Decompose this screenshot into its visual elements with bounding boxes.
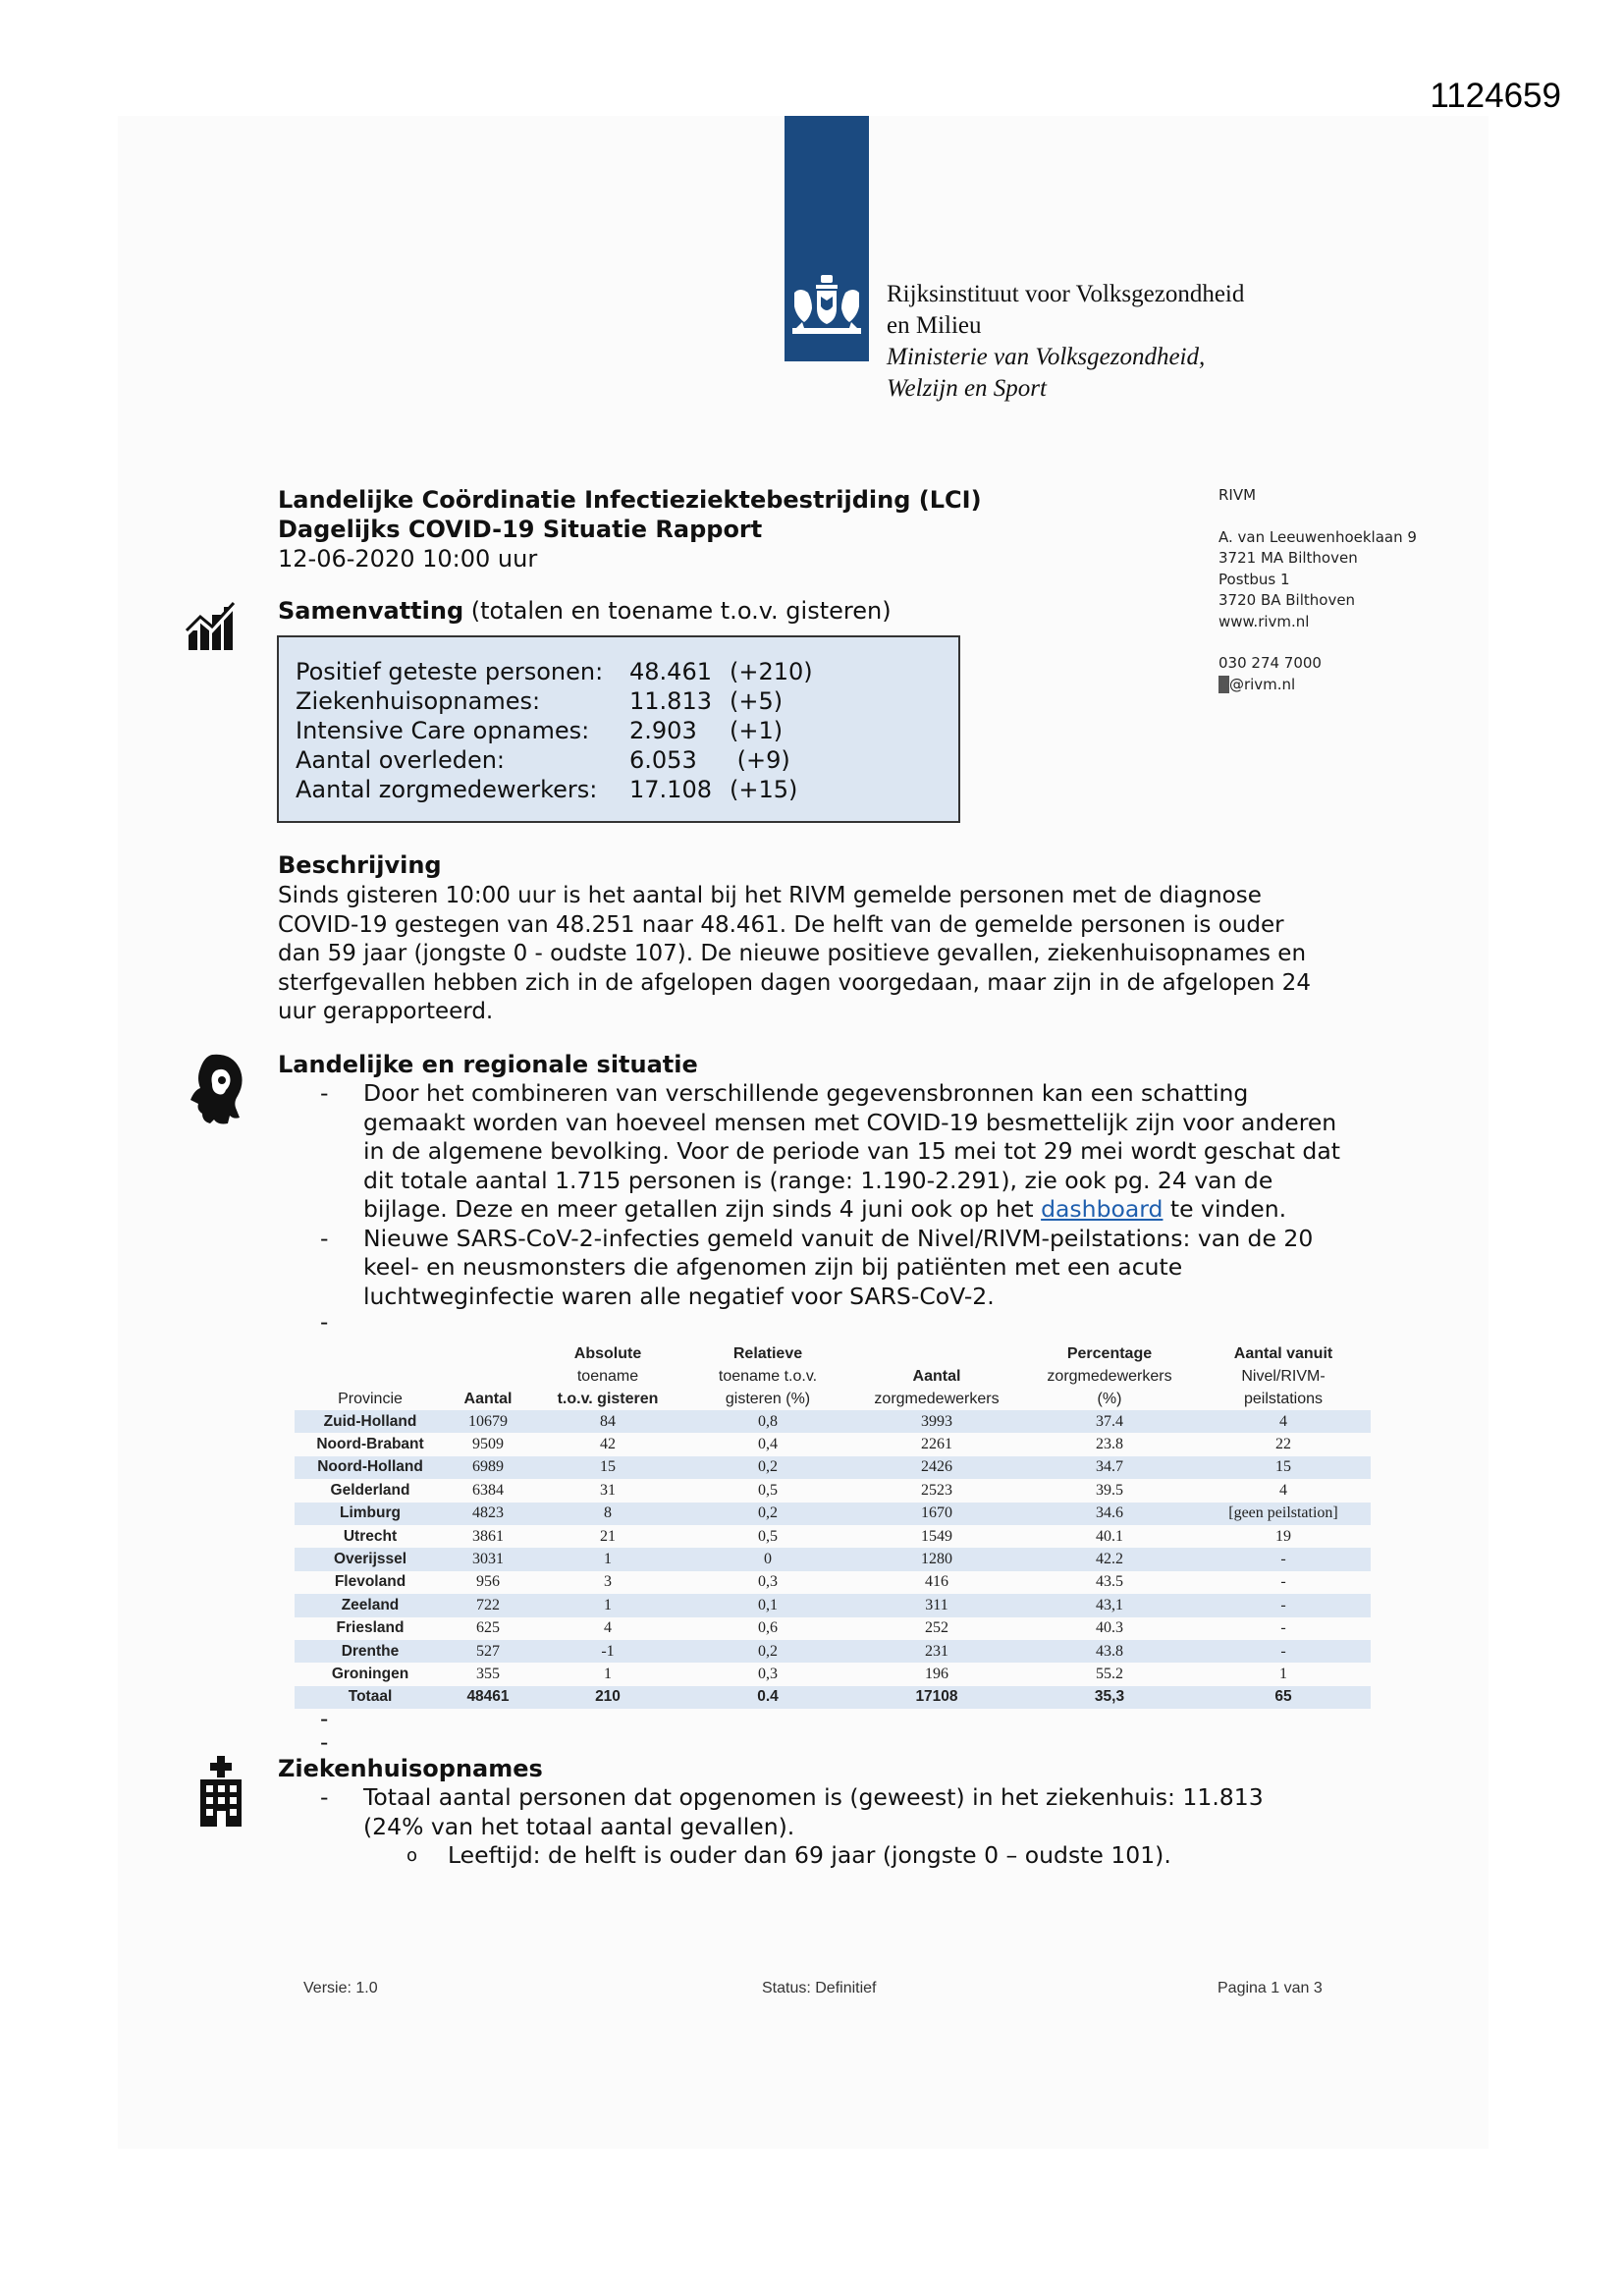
table-row — [295, 1548, 1371, 1570]
table-cell: - — [1196, 1548, 1371, 1570]
text-line: gemaakt worden van hoeveel mensen met COVID-19 besmettelijk zijn voor anderen — [363, 1108, 1337, 1136]
table-cell: 1280 — [850, 1548, 1023, 1570]
table-cell: 42.2 — [1023, 1548, 1196, 1570]
province-name: Flevoland — [334, 1573, 406, 1591]
header-nivel — [1196, 1342, 1371, 1410]
table-cell: [geen peilstation] — [1196, 1503, 1371, 1525]
table-cell: 19 — [1275, 1527, 1291, 1545]
table-cell: 1549 — [921, 1527, 952, 1545]
table-cell: 6989 — [446, 1456, 530, 1479]
empty-bullet-dash: - — [320, 1707, 329, 1732]
province-name: Utrecht — [343, 1527, 398, 1545]
province-name: Noord-Holland — [295, 1456, 446, 1479]
list-item — [278, 1225, 1340, 1312]
header-zorgmedewerkers — [850, 1342, 1023, 1410]
beschrijving-heading: Beschrijving — [278, 851, 442, 879]
situatie-heading: Landelijke en regionale situatie — [278, 1051, 698, 1078]
header-text: t.o.v. gisteren — [557, 1391, 659, 1407]
province-table-wrapper — [295, 1342, 1371, 1709]
table-cell: 10679 — [446, 1410, 530, 1433]
summary-value: 48.461 — [629, 658, 712, 685]
text-line: in de algemene bevolking. Voor de periode van 15 mei tot 29 mei wordt geschat dat — [363, 1137, 1340, 1165]
address-street: A. van Leeuwenhoeklaan 9 — [1218, 527, 1417, 546]
table-cell: 43.8 — [1023, 1640, 1196, 1663]
table-cell: 1 — [530, 1548, 685, 1570]
text-line: luchtweginfectie waren alle negatief voor SARS-CoV-2. — [363, 1282, 995, 1310]
table-row — [295, 1479, 1371, 1502]
report-header — [278, 485, 982, 574]
province-name: Zuid-Holland — [295, 1410, 446, 1433]
table-header-row — [295, 1342, 1371, 1410]
redacted-block: l. — [1219, 675, 1228, 693]
list-item — [278, 1783, 1264, 1841]
report-title-2: Dagelijks COVID-19 Situatie Rapport — [278, 516, 763, 543]
hospital-icon — [196, 1756, 245, 1827]
text-line — [363, 1195, 1340, 1225]
summary-change: (+9) — [730, 746, 790, 774]
table-cell: 21 — [600, 1527, 616, 1545]
table-total-row — [295, 1686, 1371, 1709]
header-text: Nivel/RIVM- — [1241, 1368, 1326, 1385]
header-text: zorgmedewerkers — [1047, 1368, 1172, 1385]
table-cell: 3993 — [850, 1410, 1023, 1433]
text-fragment: bijlage. Deze en meer getallen zijn sinds 4 juni ook op het — [363, 1195, 1042, 1223]
table-cell: 231 — [850, 1640, 1023, 1663]
province-name: Drenthe — [295, 1640, 446, 1663]
header-provincie — [295, 1342, 446, 1410]
summary-change: (+1) — [730, 717, 784, 744]
list-item — [278, 1841, 1264, 1871]
summary-row — [296, 657, 813, 686]
province-name: Friesland — [336, 1619, 405, 1637]
header-text: Aantal — [463, 1391, 513, 1407]
bullet-dash: - — [320, 1224, 329, 1252]
table-cell: 0,3 — [758, 1573, 778, 1591]
table-cell: 0 — [685, 1548, 850, 1570]
table-cell: 4823 — [446, 1503, 530, 1525]
bullet-dash: - — [320, 1079, 329, 1107]
address-block — [1218, 485, 1417, 695]
summary-row — [296, 745, 813, 775]
summary-heading — [278, 597, 892, 625]
table-row — [295, 1410, 1371, 1433]
summary-row — [296, 686, 813, 716]
table-row — [295, 1640, 1371, 1663]
document-number: 1124659 — [1430, 77, 1561, 115]
table-cell: 3031 — [446, 1548, 530, 1570]
text-line: Leeftijd: de helft is ouder dan 69 jaar (jongste 0 – oudste 101). — [448, 1841, 1171, 1869]
text-line: dit totale aantal 1.715 personen is (range: 1.190-2.291), zie ook pg. 24 van de — [363, 1166, 1273, 1194]
table-cell: 34.6 — [1023, 1503, 1196, 1525]
header-text: Aantal — [912, 1368, 961, 1385]
ministry-line-1: Ministerie van Volksgezondheid, — [887, 344, 1206, 370]
table-cell: 1 — [1279, 1665, 1287, 1682]
header-text: gisteren (%) — [725, 1391, 811, 1407]
empty-bullet-dash: - — [320, 1310, 329, 1336]
address-name: RIVM — [1218, 486, 1257, 504]
text-line: Totaal aantal personen dat opgenomen is (geweest) in het ziekenhuis: 11.813 — [363, 1783, 1264, 1811]
table-cell: 4 — [1196, 1410, 1371, 1433]
summary-label: Intensive Care opnames: — [296, 717, 590, 744]
table-cell: 22 — [1275, 1436, 1291, 1453]
address-city: 3721 MA Bilthoven — [1218, 549, 1358, 567]
province-name: Zeeland — [295, 1594, 446, 1616]
organisation-name — [887, 279, 1244, 405]
province-name: Overijssel — [295, 1548, 446, 1570]
text-line: sterfgevallen hebben zich in de afgelopen dagen voorgedaan, maar zijn in de afgelopen 24 — [278, 969, 1311, 996]
sub-bullet-marker: o — [406, 1845, 418, 1866]
table-cell: 9509 — [472, 1436, 504, 1453]
text-line: Nieuwe SARS-CoV-2-infecties gemeld vanuit de Nivel/RIVM-peilstations: van de 20 — [363, 1224, 1314, 1252]
total-label: Totaal — [295, 1686, 446, 1709]
address-web[interactable]: www.rivm.nl — [1218, 612, 1310, 630]
table-cell: 0,4 — [758, 1436, 778, 1453]
table-cell: 2523 — [921, 1481, 952, 1499]
header-percentage — [1023, 1342, 1196, 1410]
header-text: (%) — [1097, 1391, 1122, 1407]
table-cell: 0,5 — [758, 1527, 778, 1545]
summary-label: Aantal overleden: — [296, 746, 505, 774]
summary-row — [296, 775, 813, 804]
summary-value: 6.053 — [629, 746, 697, 774]
table-row — [295, 1433, 1371, 1455]
header-aantal — [446, 1342, 530, 1410]
table-row — [295, 1663, 1371, 1685]
ministry-line-2: Welzijn en Sport — [887, 375, 1047, 402]
text-fragment: te vinden. — [1163, 1195, 1287, 1223]
table-row — [295, 1525, 1371, 1548]
table-cell: - — [1280, 1619, 1286, 1637]
header-text: Relatieve — [732, 1345, 803, 1362]
table-cell: 416 — [925, 1573, 948, 1591]
bullet-dash: - — [320, 1783, 329, 1811]
province-name: Limburg — [295, 1503, 446, 1525]
email-domain: @rivm.nl — [1228, 675, 1296, 693]
summary-value: 17.108 — [629, 776, 712, 803]
table-cell: 84 — [530, 1410, 685, 1433]
list-item — [278, 1079, 1340, 1225]
text-line: (24% van het totaal aantal gevallen). — [363, 1812, 795, 1840]
total-cell: 0.4 — [685, 1686, 850, 1709]
table-row — [295, 1571, 1371, 1594]
table-row — [295, 1503, 1371, 1525]
table-cell: 0,6 — [758, 1619, 778, 1637]
table-cell: 15 — [530, 1456, 685, 1479]
province-name: Groningen — [331, 1665, 409, 1682]
footer-status: Status: Definitief — [762, 1980, 877, 1996]
header-text: toename t.o.v. — [718, 1368, 818, 1385]
summary-label: Aantal zorgmedewerkers: — [296, 776, 598, 803]
table-cell: 42 — [600, 1436, 616, 1453]
table-cell: - — [1280, 1573, 1286, 1591]
footer-versie: Versie: 1.0 — [303, 1980, 378, 1996]
empty-bullet-dash: - — [320, 1730, 329, 1756]
netherlands-head-icon — [187, 1051, 244, 1129]
table-row — [295, 1594, 1371, 1616]
summary-table — [296, 657, 813, 804]
table-cell: 55.2 — [1096, 1665, 1123, 1682]
summary-change: (+210) — [730, 658, 813, 685]
table-cell: 2261 — [921, 1436, 952, 1453]
table-row — [295, 1617, 1371, 1640]
table-cell: 311 — [850, 1594, 1023, 1616]
ziekenhuis-heading: Ziekenhuisopnames — [278, 1755, 543, 1782]
text-line: dan 59 jaar (jongste 0 - oudste 107). De nieuwe positieve gevallen, ziekenhuisopnames en — [278, 941, 1307, 966]
summary-title: Samenvatting — [278, 597, 464, 625]
table-cell: 0,5 — [758, 1481, 778, 1499]
table-cell: 6384 — [472, 1481, 504, 1499]
header-relatieve — [685, 1342, 850, 1410]
table-cell: 23.8 — [1096, 1436, 1123, 1453]
header-text: zorgmedewerkers — [874, 1391, 1000, 1407]
header-text: Provincie — [338, 1391, 403, 1407]
header-absolute — [530, 1342, 685, 1410]
table-cell: 39.5 — [1096, 1481, 1123, 1499]
summary-row — [296, 716, 813, 745]
table-cell: 0,2 — [685, 1503, 850, 1525]
header-text: Aantal vanuit — [1233, 1345, 1333, 1362]
header-text: Percentage — [1066, 1345, 1153, 1362]
address-phone: 030 274 7000 — [1218, 654, 1322, 672]
summary-label: Positief geteste personen: — [296, 658, 604, 685]
table-cell: 1 — [530, 1594, 685, 1616]
table-cell: - — [1196, 1640, 1371, 1663]
table-cell: 40.3 — [1096, 1619, 1123, 1637]
org-line-2: en Milieu — [887, 312, 982, 339]
text-line: keel- en neusmonsters die afgenomen zijn bij patiënten met een acute — [363, 1253, 1183, 1281]
table-cell: 2426 — [850, 1456, 1023, 1479]
province-name: Gelderland — [330, 1481, 410, 1499]
table-cell: 4 — [1279, 1481, 1287, 1499]
situatie-bullets — [278, 1079, 1340, 1311]
summary-subtitle: (totalen en toename t.o.v. gisteren) — [463, 597, 892, 625]
table-cell: 3 — [604, 1573, 612, 1591]
summary-value: 2.903 — [629, 717, 697, 744]
table-cell: 1 — [604, 1665, 612, 1682]
province-table — [295, 1342, 1371, 1709]
address-email[interactable] — [1218, 675, 1417, 696]
table-cell: 0,2 — [685, 1456, 850, 1479]
table-cell: 43.5 — [1096, 1573, 1123, 1591]
text-line: COVID-19 gestegen van 48.251 naar 48.461. De helft van de gemelde personen is ouder — [278, 911, 1284, 938]
summary-box — [277, 635, 960, 823]
summary-label: Ziekenhuisopnames: — [296, 687, 541, 715]
table-cell: 43,1 — [1023, 1594, 1196, 1616]
province-name: Noord-Brabant — [316, 1436, 424, 1453]
header-text: toename — [576, 1368, 639, 1385]
table-cell: 252 — [925, 1619, 948, 1637]
report-title-1: Landelijke Coördinatie Infectieziektebestrijding (LCI) — [278, 486, 982, 514]
total-cell: 48461 — [446, 1686, 530, 1709]
trend-chart-icon — [185, 601, 240, 652]
table-cell: 0,1 — [685, 1594, 850, 1616]
text-line: uur gerapporteerd. — [278, 999, 494, 1024]
report-datetime: 12-06-2020 10:00 uur — [278, 545, 538, 573]
text-line: Sinds gisteren 10:00 uur is het aantal bij het RIVM gemelde personen met de diagnose — [278, 883, 1262, 908]
org-line-1: Rijksinstituut voor Volksgezondheid — [887, 281, 1245, 307]
table-cell: -1 — [530, 1640, 685, 1663]
table-cell: 355 — [476, 1665, 500, 1682]
total-cell: 65 — [1196, 1686, 1371, 1709]
ziekenhuis-bullets — [278, 1783, 1264, 1871]
table-cell: 196 — [925, 1665, 948, 1682]
header-text: Absolute — [573, 1345, 642, 1362]
address-postbus: Postbus 1 — [1218, 570, 1290, 588]
summary-value: 11.813 — [629, 687, 712, 715]
table-cell: 0,8 — [685, 1410, 850, 1433]
summary-change: (+5) — [730, 687, 784, 715]
table-cell: 0,2 — [685, 1640, 850, 1663]
table-cell: 15 — [1196, 1456, 1371, 1479]
table-cell: 0,3 — [758, 1665, 778, 1682]
table-cell: 34.7 — [1023, 1456, 1196, 1479]
table-cell: 625 — [476, 1619, 500, 1637]
table-cell: 527 — [446, 1640, 530, 1663]
total-cell: 210 — [530, 1686, 685, 1709]
table-cell: 31 — [600, 1481, 616, 1499]
total-cell: 17108 — [850, 1686, 1023, 1709]
table-cell: 8 — [530, 1503, 685, 1525]
table-cell: 956 — [476, 1573, 500, 1591]
table-cell: - — [1196, 1594, 1371, 1616]
dashboard-link[interactable]: dashboard — [1041, 1195, 1164, 1223]
table-cell: 1670 — [850, 1503, 1023, 1525]
province-table-body — [295, 1410, 1371, 1709]
table-cell: 722 — [446, 1594, 530, 1616]
footer-pagina: Pagina 1 van 3 — [1218, 1980, 1323, 1996]
address-postcity: 3720 BA Bilthoven — [1218, 591, 1356, 609]
total-cell: 35,3 — [1023, 1686, 1196, 1709]
coat-of-arms-icon — [788, 273, 865, 342]
table-cell: 4 — [604, 1619, 612, 1637]
header-text: peilstations — [1243, 1391, 1324, 1407]
table-cell: 40.1 — [1096, 1527, 1123, 1545]
table-cell: 3861 — [472, 1527, 504, 1545]
table-cell: 37.4 — [1023, 1410, 1196, 1433]
beschrijving-text — [278, 882, 1311, 1027]
summary-change: (+15) — [730, 776, 798, 803]
text-line: Door het combineren van verschillende gegevensbronnen kan een schatting — [363, 1079, 1249, 1107]
table-row — [295, 1456, 1371, 1479]
